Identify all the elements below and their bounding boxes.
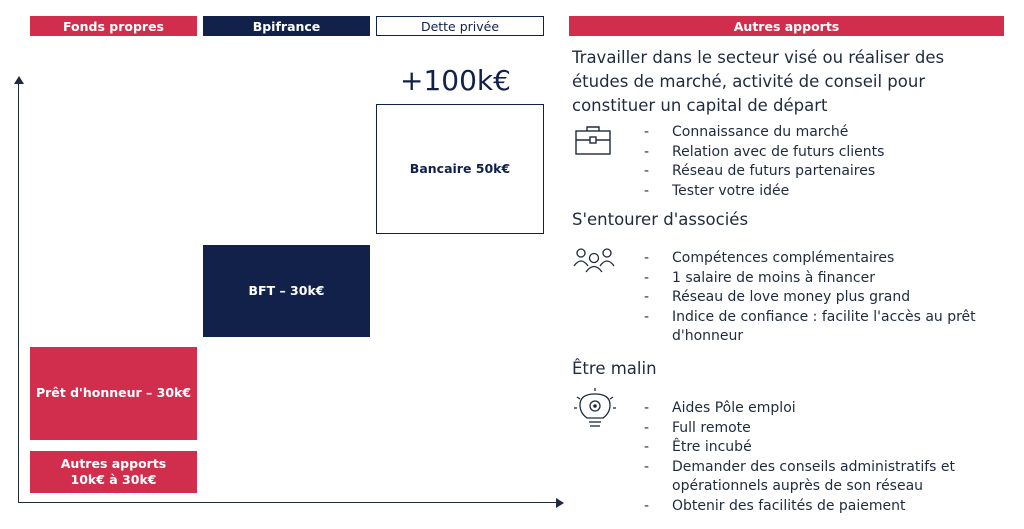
header-bpifrance: Bpifrance [203,16,370,36]
block-bft: BFT – 30k€ [203,245,370,337]
list-item: - Réseau de love money plus grand [644,289,911,305]
lightbulb-gear-icon [574,388,616,432]
block-autres-apports [30,451,197,493]
section-3-list [644,399,955,516]
list-item: - Tester votre idée [644,182,790,199]
list-item: - Compétences complémentaires [644,250,895,266]
list-item: - Indice de confiance : facilite l'accès au prêt d'honneur [644,308,976,344]
block-autres-line1: Autres apports [60,455,167,471]
list-item: - Full remote [644,419,751,436]
list-item: - Connaissance du marché [644,124,849,140]
total-label: +100k€ [400,64,511,97]
list-item: - Être incubé [644,439,752,455]
list-item: - Relation avec de futurs clients [644,143,885,160]
list-item: - 1 salaire de moins à financer [644,269,875,286]
y-axis [18,82,19,502]
x-axis [18,502,558,503]
list-item: - Réseau de futurs partenaires [644,163,876,179]
header-autres-apports: Autres apports [569,16,1004,36]
team-icon [572,246,616,274]
list-item: - Obtenir des facilités de paiement [644,497,906,514]
section-2-title: S'entourer d'associés [572,210,749,229]
block-pret-honneur: Prêt d'honneur – 30k€ [30,347,197,440]
x-axis-arrow-icon [556,498,564,508]
section-2-list [644,249,976,347]
block-autres-line2: 10k€ à 30k€ [70,472,157,487]
block-bancaire: Bancaire 50k€ [376,104,544,234]
section-3-title: Être malin [572,359,657,378]
section-1-title: Travailler dans le secteur visé ou réaliser des études de marché, activité de conseil pour constituer un capital de départ [572,48,945,115]
header-dette-privee: Dette privée [376,16,544,36]
briefcase-icon [574,124,612,156]
y-axis-arrow-icon [14,76,24,84]
section-1-list [644,123,884,201]
header-fonds-propres: Fonds propres [30,16,197,36]
list-item: - Demander des conseils administratifs et opérationnels auprès de son réseau [644,458,956,494]
list-item: - Aides Pôle emploi [644,400,796,416]
